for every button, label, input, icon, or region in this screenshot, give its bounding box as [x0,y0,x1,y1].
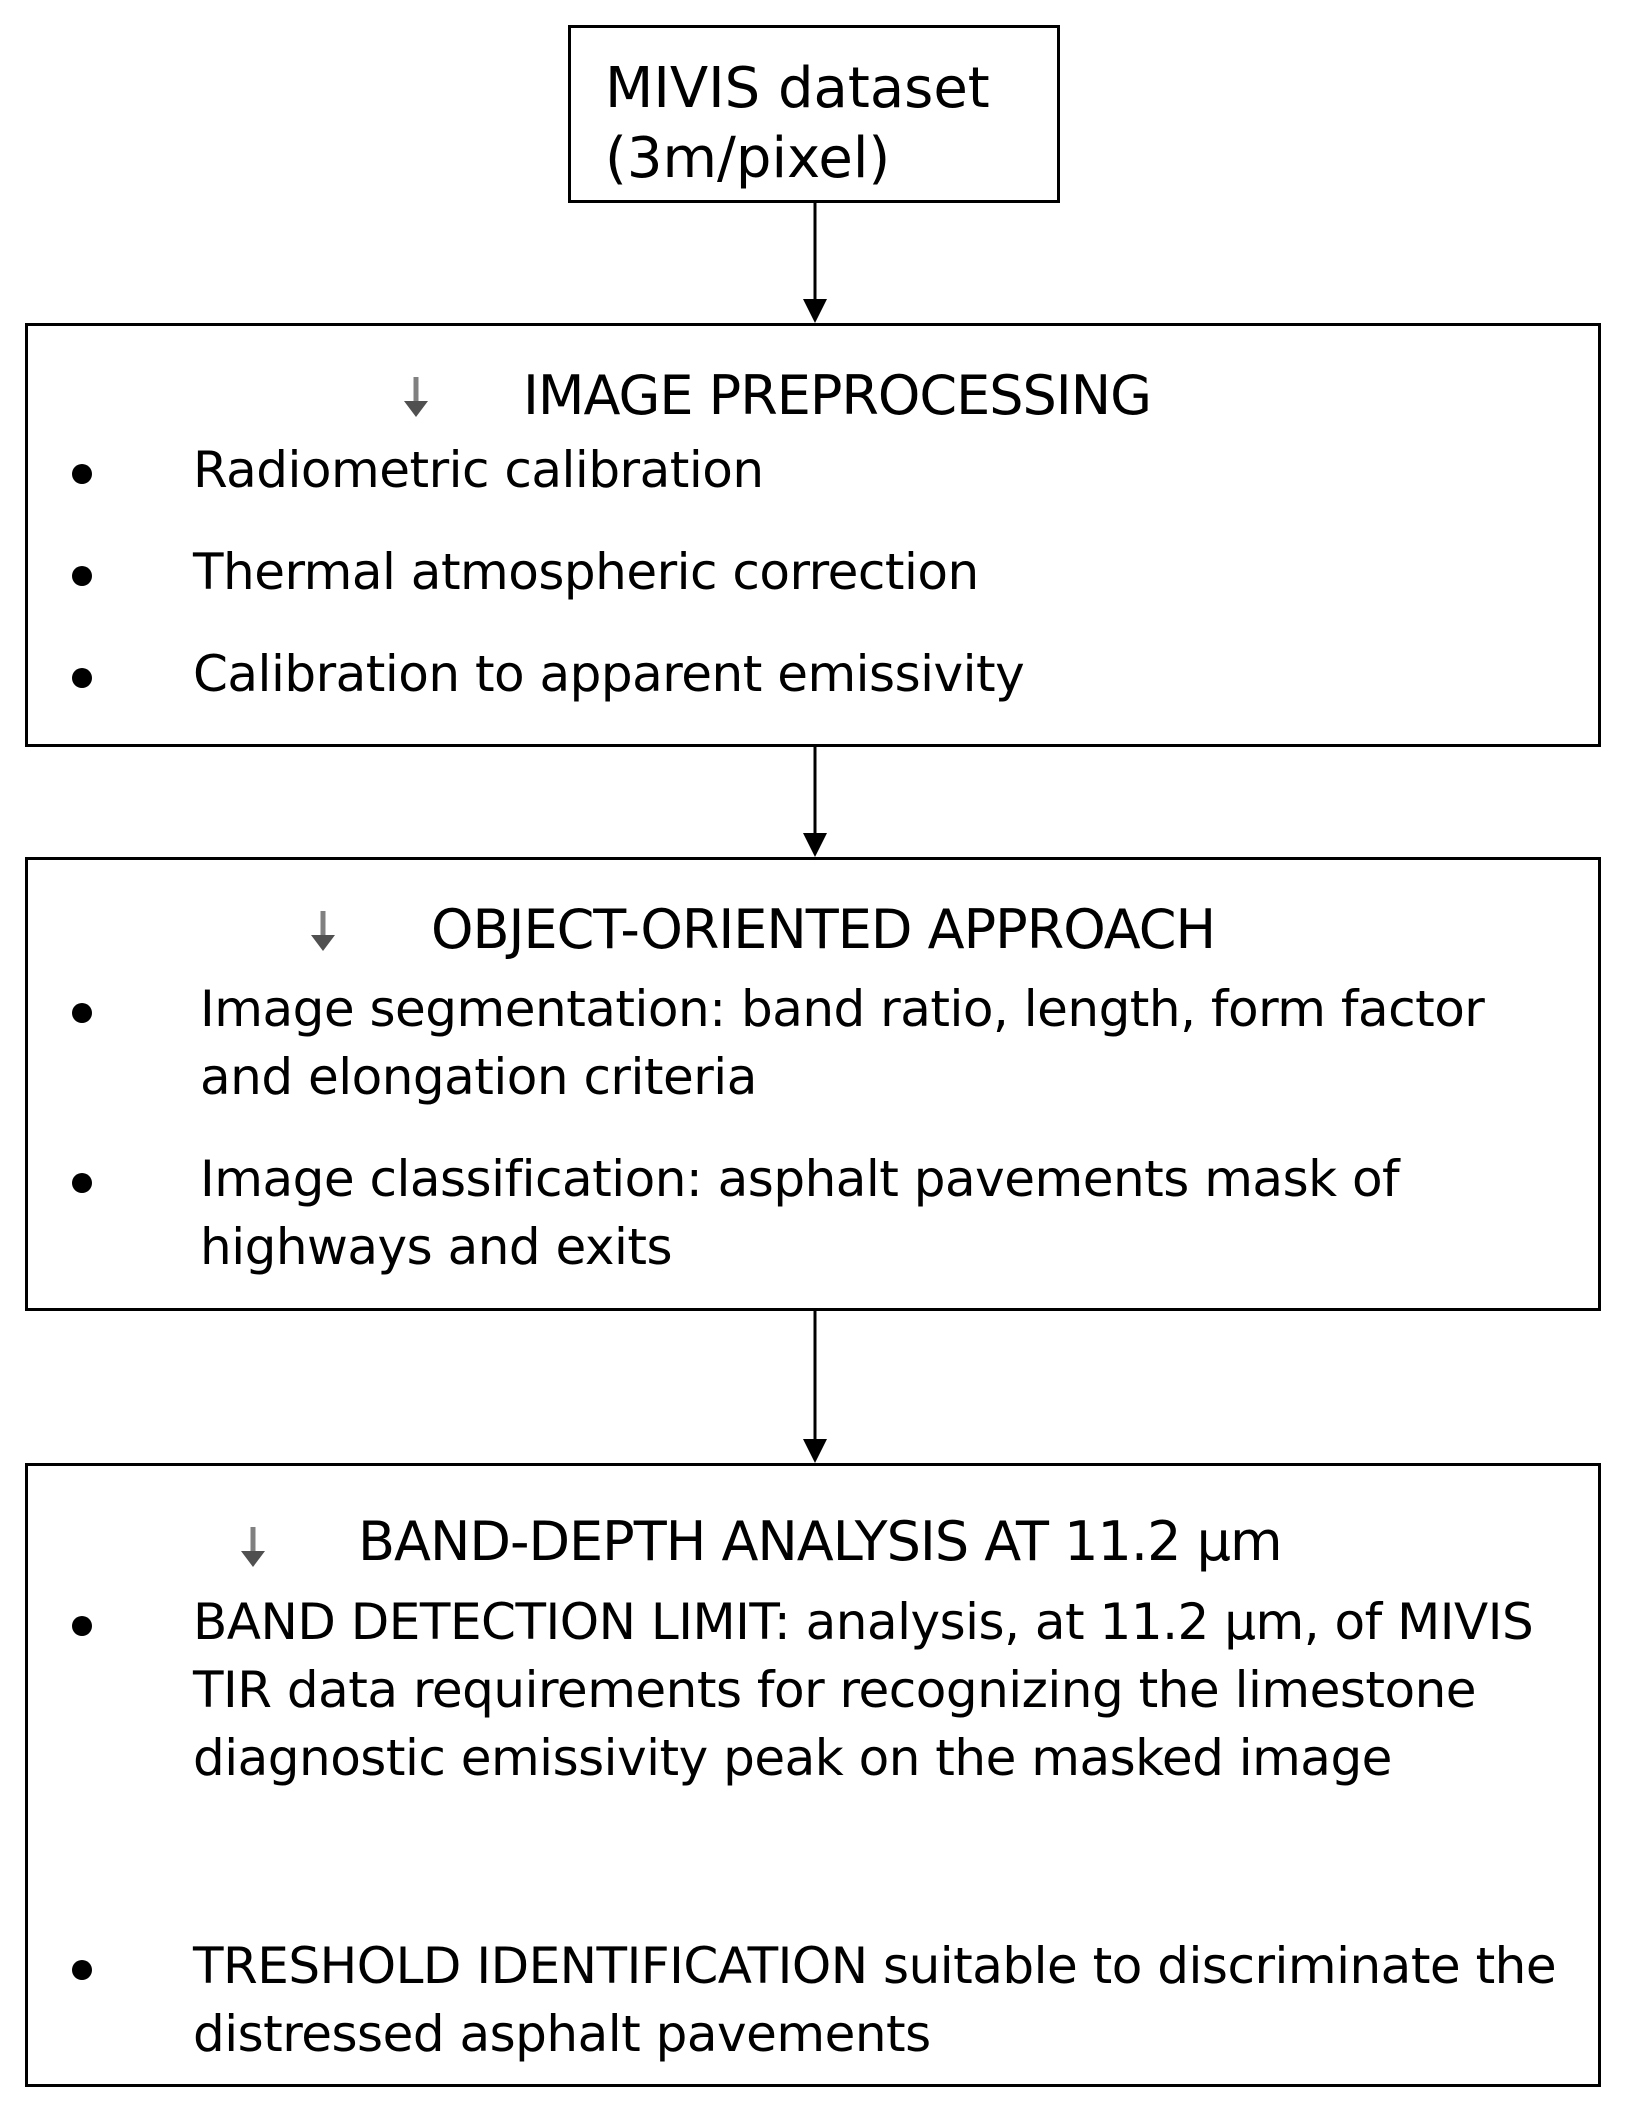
list-item-text: Image segmentation: band ratio, length, form factor and elongation criteria [200,980,1485,1106]
bullet-icon [72,668,92,688]
bullet-icon [72,1173,92,1193]
start-node-line2: (3m/pixel) [605,126,891,191]
step-heading: OBJECT-ORIENTED APPROACH [431,898,1216,961]
step-heading: BAND-DEPTH ANALYSIS AT 11.2 µm [358,1510,1282,1573]
small-down-arrow-icon [233,1521,273,1571]
step-object-oriented-approach [25,857,1601,1311]
bullet-icon [72,464,92,484]
flow-arrow-2 [795,747,835,857]
flow-arrow-1 [795,203,835,323]
start-node-line1: MIVIS dataset [605,56,990,121]
list-item-text: TRESHOLD IDENTIFICATION suitable to discriminate the distressed asphalt pavements [193,1937,1557,2063]
list-item-text: Calibration to apparent emissivity [193,645,1025,703]
list-item-text: Radiometric calibration [193,441,764,499]
start-node-title [605,54,990,194]
list-item-text: BAND DETECTION LIMIT: analysis, at 11.2 µm, of MIVIS TIR data requirements for recognizing the limestone diagnostic emissivity peak on the masked image [193,1593,1534,1787]
step-heading: IMAGE PREPROCESSING [523,364,1151,427]
list-item-text: Thermal atmospheric correction [193,543,979,601]
start-node-mivis-dataset [568,25,1060,203]
bullet-icon [72,1960,92,1980]
bullet-icon [72,1616,92,1636]
small-down-arrow-icon [303,905,343,955]
bullet-icon [72,566,92,586]
bullet-icon [72,1003,92,1023]
step-band-depth-analysis [25,1463,1601,2087]
list-item-text: Image classification: asphalt pavements mask of highways and exits [200,1150,1400,1276]
flow-arrow-3 [795,1311,835,1463]
small-down-arrow-icon [396,371,436,421]
step-image-preprocessing [25,323,1601,747]
